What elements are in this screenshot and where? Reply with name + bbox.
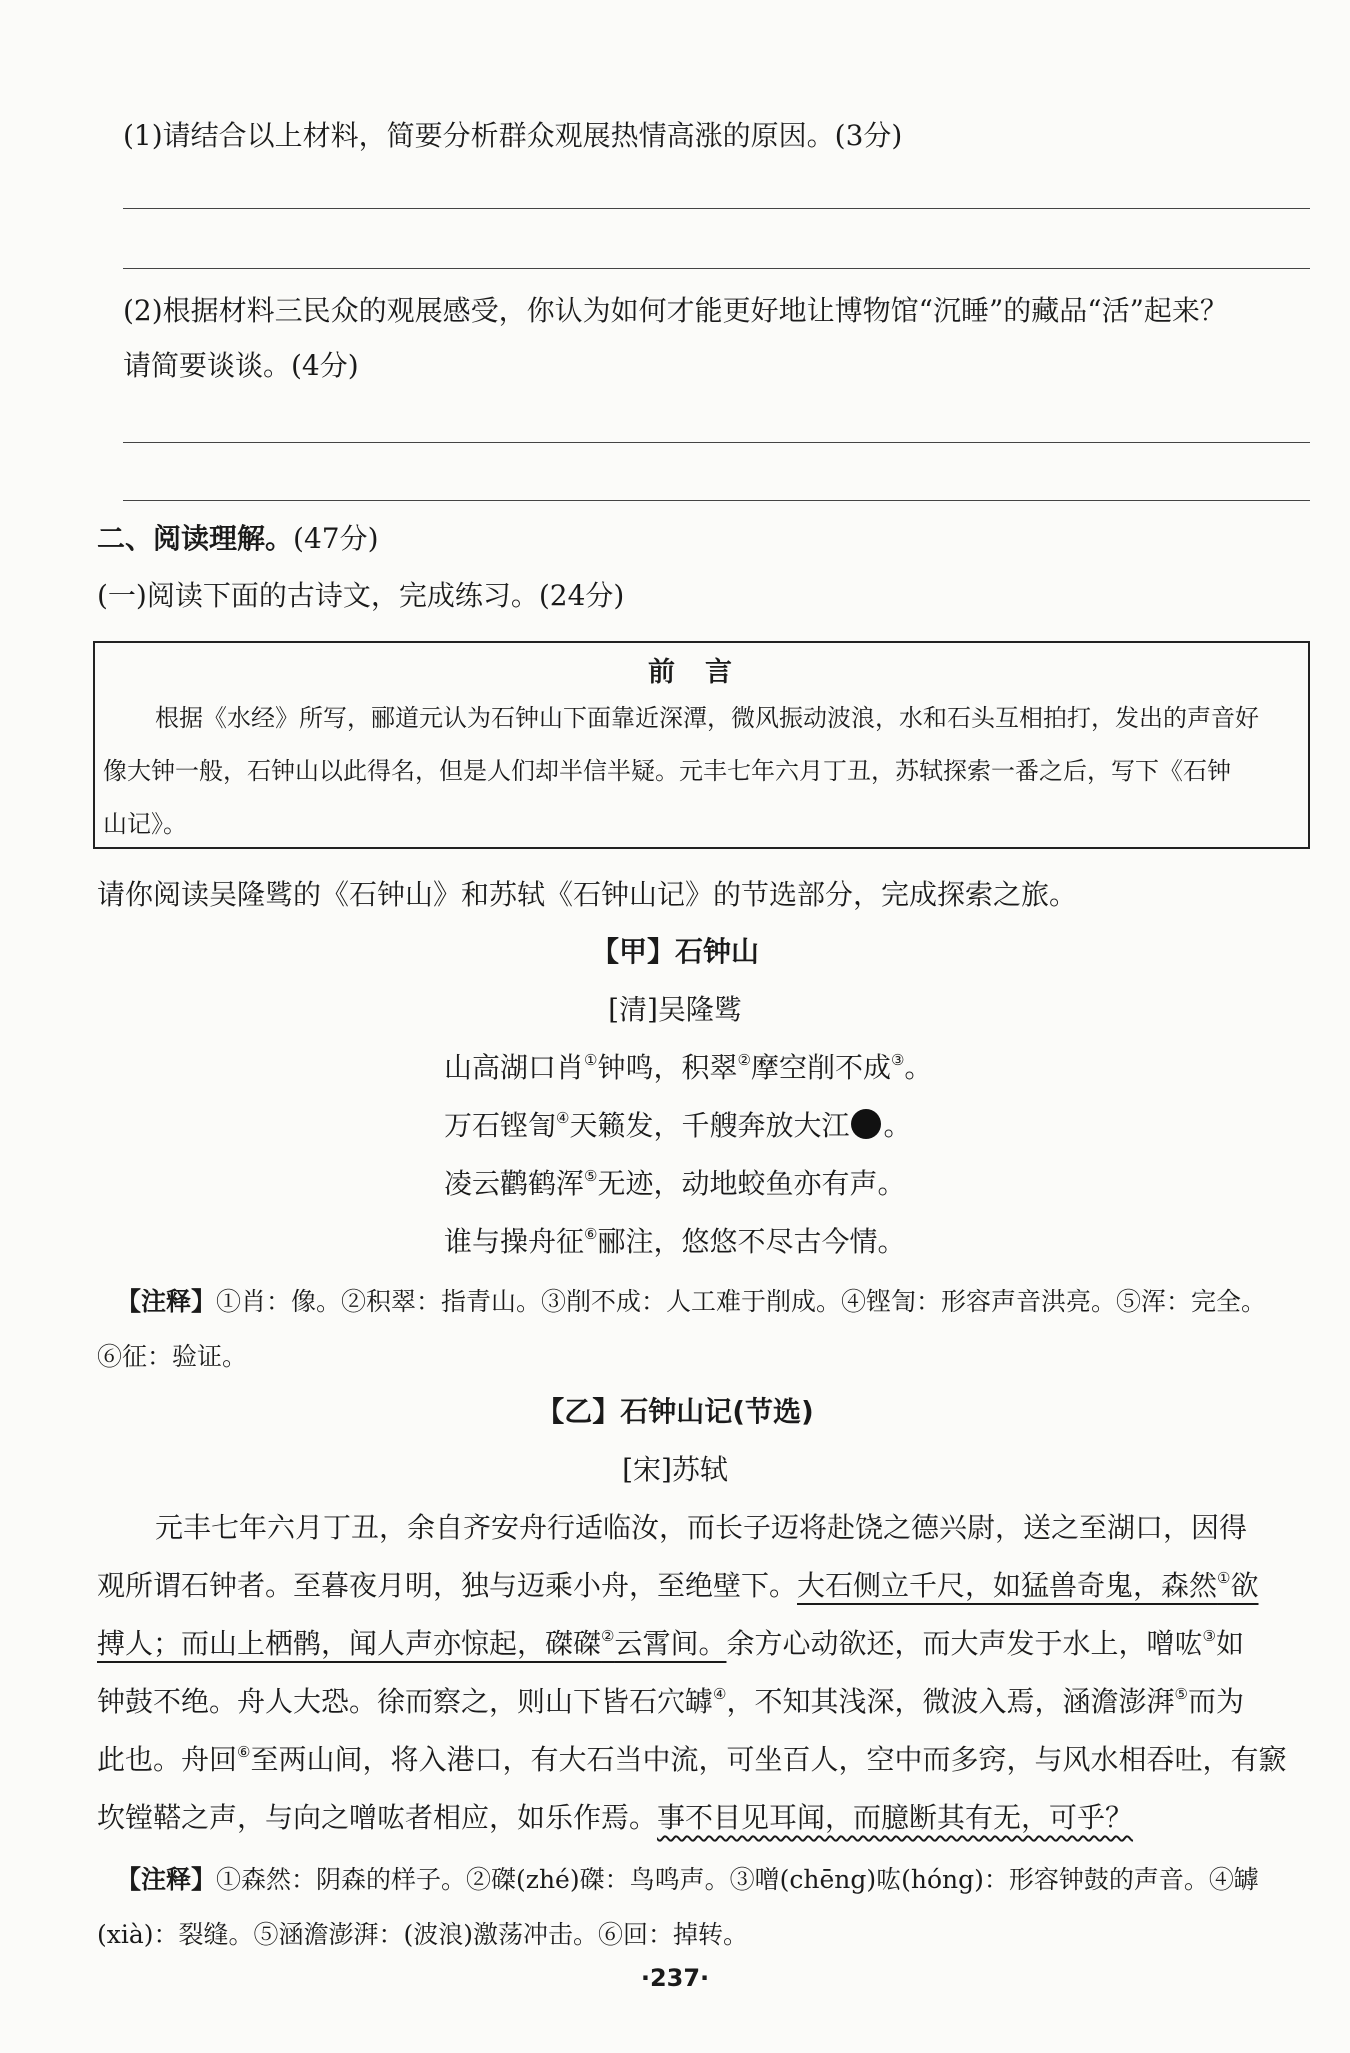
poem-author: [清]吴隆骘	[608, 993, 742, 1026]
instruction: 请你阅读吴隆骘的《石钟山》和苏轼《石钟山记》的节选部分，完成探索之旅。	[97, 878, 1078, 911]
poem-line-3: 凌云鹳鹤浑⑤无迹，动地蛟鱼亦有声。	[444, 1167, 906, 1200]
prose-notes-line-1: 【注释】①森然：阴森的样子。②磔(zhé)磔：鸟鸣声。③噌(chēng)吰(hóng)：形容钟鼓的声音。④罅	[116, 1865, 1259, 1894]
prose-line-1: 元丰七年六月丁丑，余自齐安舟行适临汝，而长子迈将赴饶之德兴尉，送之至湖口，因得	[155, 1511, 1248, 1544]
prose-title: 【乙】石钟山记(节选)	[536, 1395, 814, 1428]
answer-line	[123, 208, 1310, 209]
question-1: (1)请结合以上材料，简要分析群众观展热情高涨的原因。(3分)	[123, 119, 903, 152]
poem-line-1: 山高湖口肖①钟鸣，积翠②摩空削不成③。	[444, 1051, 933, 1084]
question-2-line-2: 请简要谈谈。(4分)	[123, 349, 359, 382]
preface-title: 前言	[648, 657, 762, 688]
preface-line-3: 山记》。	[103, 810, 187, 838]
answer-line	[123, 268, 1310, 269]
poem-line-4: 谁与操舟征⑥郦注，悠悠不尽古今情。	[444, 1225, 906, 1258]
section-2-points: (47分)	[293, 522, 379, 555]
poem-notes-line-2: ⑥征：验证。	[97, 1342, 248, 1371]
answer-line	[123, 500, 1310, 501]
preface-line-2: 像大钟一般，石钟山以此得名，但是人们却半信半疑。元丰七年六月丁丑，苏轼探索一番之后，写下《石钟	[103, 757, 1231, 785]
poem-notes-line-1: 【注释】①肖：像。②积翠：指青山。③削不成：人工难于削成。④铿訇：形容声音洪亮。⑤浑：完全。	[116, 1287, 1267, 1316]
page-number: ·237·	[640, 1964, 710, 1992]
prose-line-3: 搏人；而山上栖鹘，闻人声亦惊起，磔磔②云霄间。余方心动欲还，而大声发于水上，噌吰③如	[97, 1627, 1244, 1660]
answer-line	[123, 442, 1310, 443]
poem-notes-label: 【注释】	[116, 1287, 217, 1316]
wavy-underlined-sentence: 事不目见耳闻，而臆断其有无，可乎？	[657, 1801, 1134, 1834]
prose-line-5: 此也。舟回⑥至两山间，将入港口，有大石当中流，可坐百人，空中而多窍，与风水相吞吐，有窾	[97, 1743, 1287, 1776]
part-1-heading: (一)阅读下面的古诗文，完成练习。(24分)	[97, 579, 625, 612]
ink-blot	[851, 1109, 881, 1139]
poem-line-2: 万石铿訇④天籁发，千艘奔放大江 。	[444, 1109, 912, 1142]
underlined-sentence-cont: 搏人；而山上栖鹘，闻人声亦惊起，磔磔②云霄间。	[97, 1627, 727, 1660]
prose-line-6: 坎镗鞳之声，与向之噌吰者相应，如乐作焉。事不目见耳闻，而臆断其有无，可乎？	[97, 1801, 1134, 1834]
prose-author: [宋]苏轼	[622, 1453, 728, 1486]
preface-line-1: 根据《水经》所写，郦道元认为石钟山下面靠近深潭，微风振动波浪，水和石头互相拍打，发出的声音好	[155, 704, 1259, 732]
question-2-line-1: (2)根据材料三民众的观展感受，你认为如何才能更好地让博物馆“沉睡”的藏品“活”起来？	[123, 294, 1228, 327]
section-2-title: 二、阅读理解。	[97, 522, 294, 555]
prose-line-2: 观所谓石钟者。至暮夜月明，独与迈乘小舟，至绝壁下。大石侧立千尺，如猛兽奇鬼，森然①欲	[97, 1569, 1259, 1602]
prose-notes-label: 【注释】	[116, 1865, 217, 1894]
section-2-heading	[97, 519, 379, 559]
prose-line-4: 钟鼓不绝。舟人大恐。徐而察之，则山下皆石穴罅④，不知其浅深，微波入焉，涵澹澎湃⑤而为	[97, 1685, 1244, 1718]
poem-title: 【甲】石钟山	[590, 935, 759, 968]
prose-notes-line-2: (xià)：裂缝。⑤涵澹澎湃：(波浪)激荡冲击。⑥回：掉转。	[97, 1920, 749, 1949]
underlined-sentence: 大石侧立千尺，如猛兽奇鬼，森然①欲	[797, 1569, 1259, 1602]
